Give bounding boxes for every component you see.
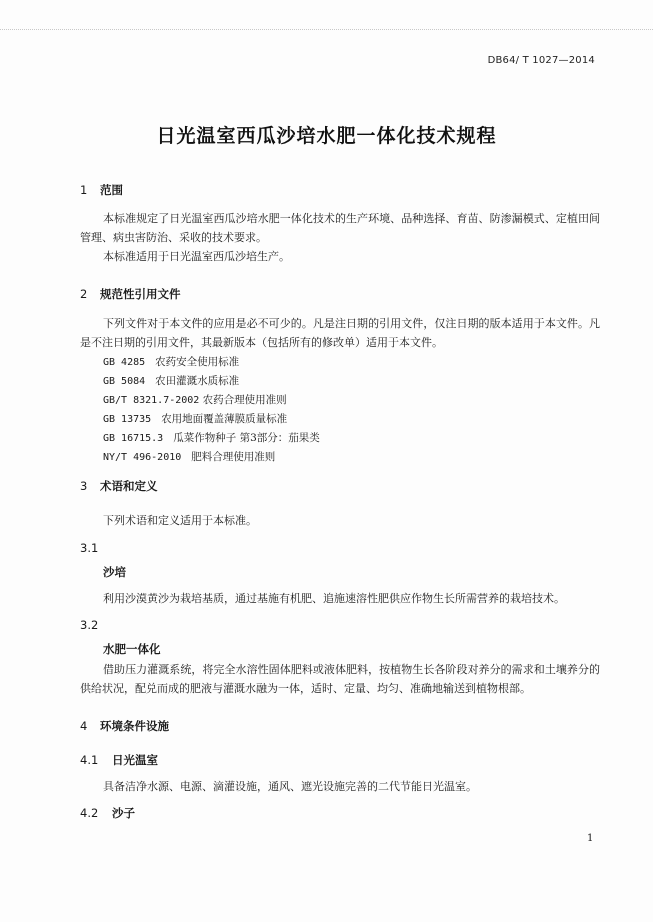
section-2-heading	[80, 286, 181, 302]
reference-name: 农田灌溉水质标准	[155, 375, 240, 387]
reference-item	[103, 373, 239, 388]
subsection-title: 日光温室	[112, 753, 158, 767]
subsection-number: 4.1	[80, 753, 99, 767]
term-3-2-number: 3.2	[80, 618, 99, 632]
reference-name: 农药安全使用标准	[155, 356, 240, 368]
standard-code: DB64/ T 1027—2014	[487, 55, 595, 66]
term-3-1-label: 沙培	[103, 565, 126, 579]
reference-item	[103, 392, 287, 407]
subsection-number: 4.2	[80, 806, 99, 820]
section-1-heading	[80, 182, 123, 198]
term-3-1-number: 3.1	[80, 541, 99, 555]
section-number: 2	[80, 287, 88, 301]
page-number: 1	[587, 833, 594, 844]
section-1-paragraph-2: 本标准适用于日光温室西瓜沙培生产。	[103, 250, 290, 263]
reference-item	[103, 449, 275, 464]
section-number: 4	[80, 719, 88, 733]
section-3-heading	[80, 478, 158, 494]
section-3-intro: 下列术语和定义适用于本标准。	[103, 514, 257, 527]
section-title: 规范性引用文件	[100, 287, 181, 301]
reference-name: 农用地面覆盖薄膜质量标准	[161, 413, 288, 425]
section-number: 3	[80, 479, 88, 493]
term-3-1-definition: 利用沙漠黄沙为栽培基质，通过基施有机肥、追施速溶性肥供应作物生长所需营养的栽培技术。	[103, 592, 565, 605]
reference-name: 农药合理使用准则	[202, 394, 287, 406]
reference-item	[103, 354, 239, 369]
reference-item	[103, 430, 320, 445]
reference-code: NY/T 496-2010	[103, 452, 182, 463]
section-title: 术语和定义	[100, 479, 158, 493]
section-title: 范围	[100, 183, 123, 197]
section-title: 环境条件设施	[100, 719, 169, 733]
reference-code: GB 13735	[103, 414, 152, 425]
section-4-1-heading	[80, 752, 158, 768]
reference-code: GB 4285	[103, 357, 146, 368]
section-1-paragraph-1: 本标准规定了日光温室西瓜沙培水肥一体化技术的生产环境、品种选择、育苗、防渗漏模式、定植田间管理、病虫害防治、采收的技术要求。	[80, 212, 600, 244]
section-number: 1	[80, 183, 88, 197]
subsection-title: 沙子	[112, 806, 135, 820]
reference-code: GB 16715.3	[103, 433, 164, 444]
reference-item	[103, 411, 287, 426]
section-2-paragraph: 下列文件对于本文件的应用是必不可少的。凡是注日期的引用文件，仅注日期的版本适用于本文件。凡是不注日期的引用文件，其最新版本（包括所有的修改单）适用于本文件。	[80, 317, 600, 349]
term-3-2-label: 水肥一体化	[103, 642, 161, 656]
section-4-2-heading	[80, 805, 135, 821]
section-4-1-paragraph: 具备洁净水源、电源、滴灌设施，通风、遮光设施完善的二代节能日光温室。	[103, 780, 477, 793]
scan-edge-line	[0, 29, 653, 30]
reference-code: GB 5084	[103, 376, 146, 387]
document-title: 日光温室西瓜沙培水肥一体化技术规程	[156, 125, 497, 147]
reference-name: 瓜菜作物种子 第3部分：茄果类	[173, 432, 320, 444]
section-4-heading	[80, 718, 169, 734]
reference-code: GB/T 8321.7-2002	[103, 395, 200, 406]
reference-name: 肥料合理使用准则	[191, 451, 276, 463]
term-3-2-definition: 借助压力灌溉系统，将完全水溶性固体肥料或液体肥料，按植物生长各阶段对养分的需求和土壤养分的供给状况，配兑而成的肥液与灌溉水融为一体，适时、定量、均匀、准确地输送到植物根部。	[80, 663, 600, 695]
